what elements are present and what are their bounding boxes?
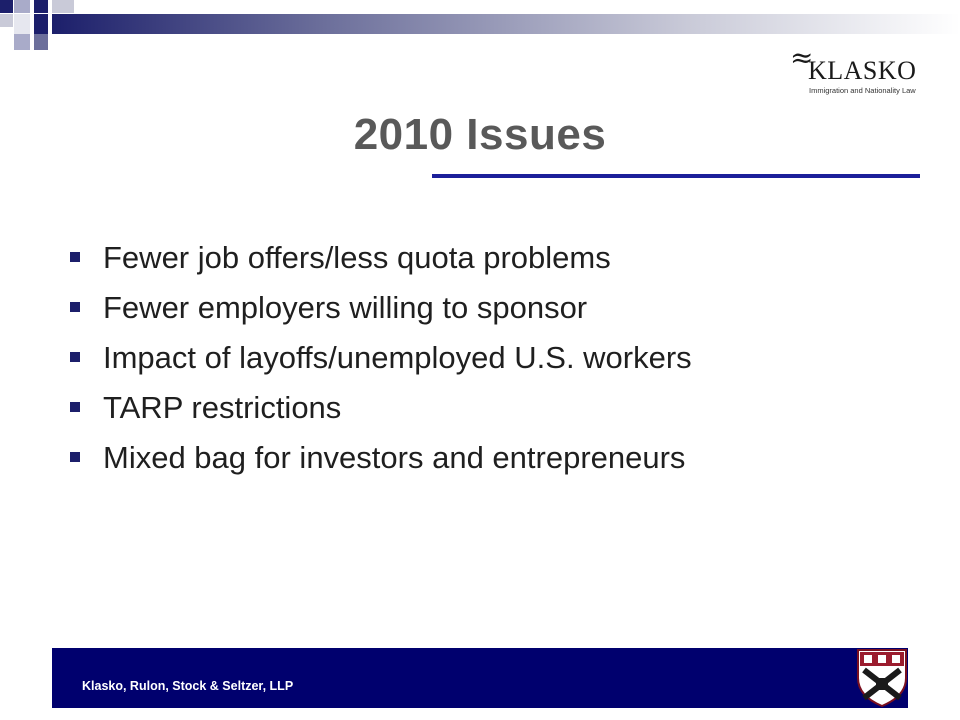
corner-square [52, 0, 74, 13]
footer-bar [52, 648, 908, 708]
shield-crest-icon [854, 648, 910, 708]
corner-square [14, 0, 30, 13]
square-bullet-icon [70, 302, 80, 312]
slide-title: 2010 Issues [353, 110, 607, 159]
square-bullet-icon [70, 402, 80, 412]
corner-square [0, 0, 13, 13]
klasko-logo [790, 41, 925, 96]
bullet-text: TARP restrictions [103, 390, 342, 425]
square-bullet-icon [70, 452, 80, 462]
logo-name: KLASKO [808, 56, 917, 85]
corner-square [34, 0, 48, 13]
square-bullet-icon [70, 352, 80, 362]
corner-square [34, 34, 48, 50]
wave-icon: ≈ [790, 41, 814, 74]
bullet-text: Fewer employers willing to sponsor [103, 290, 588, 325]
footer-firm-name: Klasko, Rulon, Stock & Seltzer, LLP [82, 679, 294, 693]
title-underline [432, 174, 920, 178]
corner-square [34, 14, 48, 34]
bullet-text: Impact of layoffs/unemployed U.S. workers [103, 340, 692, 375]
corner-square [0, 14, 13, 27]
header-gradient-bar [52, 14, 960, 34]
logo-subtitle: Immigration and Nationality Law [809, 86, 916, 95]
bullet-text: Fewer job offers/less quota problems [103, 240, 611, 275]
bullet-text: Mixed bag for investors and entrepreneurs [103, 440, 686, 475]
square-bullet-icon [70, 252, 80, 262]
corner-square [14, 34, 30, 50]
corner-square [14, 14, 30, 34]
